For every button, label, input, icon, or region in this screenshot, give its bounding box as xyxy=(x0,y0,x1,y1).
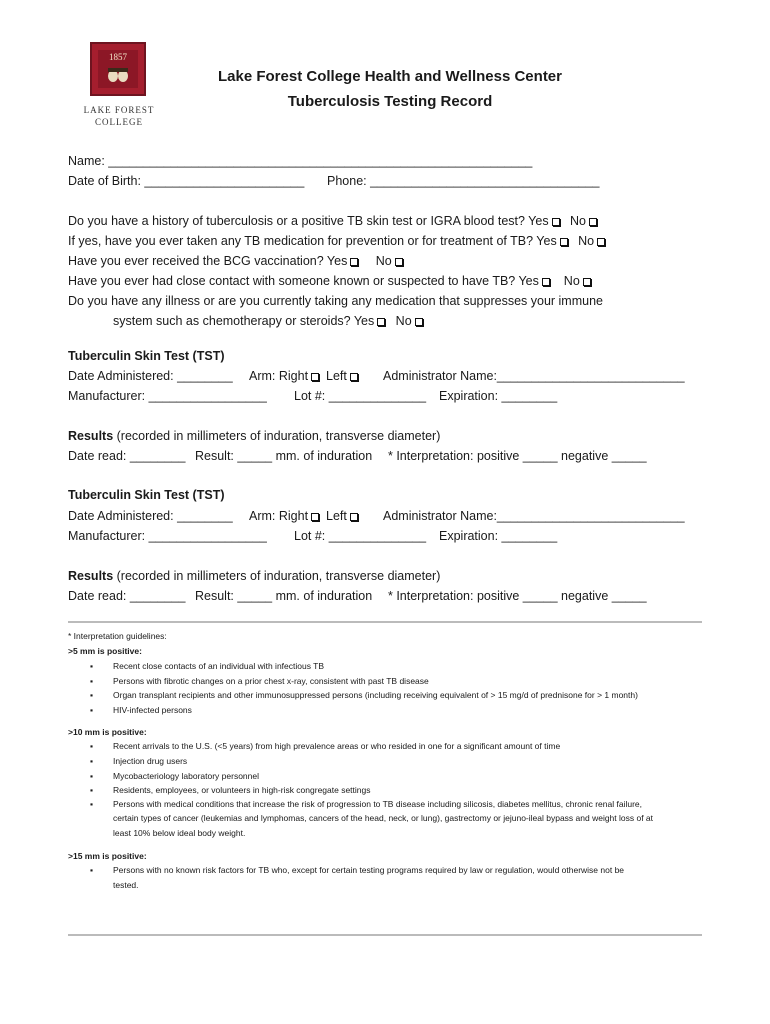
list-item: Organ transplant recipients and other immunosuppressed persons (including receiving equivalent of > 15 mg/d of prednisone for > 1 month) xyxy=(113,690,638,700)
no-label: No xyxy=(395,314,412,328)
list-item: Mycobacteriology laboratory personnel xyxy=(113,771,259,781)
arm-right-label: Arm: Right xyxy=(249,369,309,383)
yes-checkbox[interactable] xyxy=(377,318,385,326)
phone-field[interactable]: Phone: _________________________________ xyxy=(327,174,600,188)
no-label: No xyxy=(563,274,580,288)
no-label: No xyxy=(570,214,586,228)
logo-text-line1: LAKE FOREST xyxy=(83,105,155,115)
tst1-manufacturer[interactable]: Manufacturer: _________________ xyxy=(68,389,267,403)
list-item: Persons with fibrotic changes on a prior chest x-ray, consistent with past TB disease xyxy=(113,676,429,686)
tst1-result[interactable]: Result: _____ mm. of induration xyxy=(195,449,373,463)
no-label: No xyxy=(578,234,595,248)
question-text: system such as chemotherapy or steroids? Yes xyxy=(113,314,375,328)
bullet-icon: ▪ xyxy=(90,785,94,795)
tst1-date-administered[interactable]: Date Administered: ________ xyxy=(68,369,233,383)
yes-checkbox[interactable] xyxy=(552,218,560,226)
tst1-expiration[interactable]: Expiration: ________ xyxy=(439,389,558,403)
no-checkbox[interactable] xyxy=(589,218,597,226)
bullet-icon: ▪ xyxy=(90,705,94,715)
tst2-expiration[interactable]: Expiration: ________ xyxy=(439,529,558,543)
acorn-emblem-icon xyxy=(106,66,130,84)
tst2-lot[interactable]: Lot #: ______________ xyxy=(294,529,427,543)
no-label: No xyxy=(375,254,392,268)
yes-checkbox[interactable] xyxy=(560,238,568,246)
arm-right-checkbox[interactable] xyxy=(311,373,319,381)
bullet-icon: ▪ xyxy=(90,756,94,766)
arm-left-checkbox[interactable] xyxy=(350,373,358,381)
bullet-icon: ▪ xyxy=(90,741,94,751)
list-item: Residents, employees, or volunteers in high-risk congregate settings xyxy=(113,785,371,795)
bullet-icon: ▪ xyxy=(90,661,94,671)
yes-checkbox[interactable] xyxy=(542,278,550,286)
tst1-interpretation[interactable]: * Interpretation: positive _____ negative _____ xyxy=(388,449,647,463)
divider-bottom xyxy=(68,934,702,936)
question-text: Do you have a history of tuberculosis or a positive TB skin test or IGRA blood test? Yes xyxy=(68,214,549,228)
bullet-icon: ▪ xyxy=(90,799,94,809)
yes-checkbox[interactable] xyxy=(350,258,358,266)
tst2-date-read[interactable]: Date read: ________ xyxy=(68,589,186,603)
page-subtitle: Tuberculosis Testing Record xyxy=(287,93,493,110)
arm-left-label: Left xyxy=(326,369,347,383)
results-desc: (recorded in millimeters of induration, transverse diameter) xyxy=(113,569,441,583)
list-item: Persons with medical conditions that increase the risk of progression to TB disease including silicosis, diabetes mellitus, chronic renal failure, xyxy=(113,799,642,809)
tst1-date-read[interactable]: Date read: ________ xyxy=(68,449,186,463)
list-item: HIV-infected persons xyxy=(113,705,192,715)
logo-text-line2: COLLEGE xyxy=(95,117,143,127)
shield-icon xyxy=(90,42,146,96)
arm-left-label: Left xyxy=(326,509,347,523)
list-item: Recent arrivals to the U.S. (<5 years) from high prevalence areas or who resided in one for a significant amount of time xyxy=(113,741,561,751)
bullet-icon: ▪ xyxy=(90,690,94,700)
bullet-icon: ▪ xyxy=(90,865,94,875)
arm-right-label: Arm: Right xyxy=(249,509,309,523)
guidelines-title: * Interpretation guidelines: xyxy=(68,631,167,641)
results-desc: (recorded in millimeters of induration, transverse diameter) xyxy=(113,429,441,443)
divider-top xyxy=(68,621,702,623)
question-tb-medication xyxy=(68,234,605,248)
list-item: Injection drug users xyxy=(113,756,188,766)
college-logo xyxy=(80,42,160,130)
no-checkbox[interactable] xyxy=(583,278,591,286)
arm-left-checkbox[interactable] xyxy=(350,513,358,521)
list-item-cont: least 10% below ideal body weight. xyxy=(113,828,246,838)
no-checkbox[interactable] xyxy=(415,318,423,326)
tst2-results-heading xyxy=(68,569,440,583)
tst2-interpretation[interactable]: * Interpretation: positive _____ negative _____ xyxy=(388,589,647,603)
guideline-5mm-heading: >5 mm is positive: xyxy=(68,646,142,656)
no-checkbox[interactable] xyxy=(395,258,403,266)
guideline-15mm-heading: >15 mm is positive: xyxy=(68,851,147,861)
bullet-icon: ▪ xyxy=(90,676,94,686)
question-immune-cont xyxy=(113,314,423,328)
bullet-icon: ▪ xyxy=(90,771,94,781)
tst-heading-2: Tuberculin Skin Test (TST) xyxy=(68,488,225,502)
tst1-results-heading xyxy=(68,429,440,443)
tst1-arm xyxy=(249,369,358,383)
results-label: Results xyxy=(68,429,114,443)
tst2-manufacturer[interactable]: Manufacturer: _________________ xyxy=(68,529,267,543)
tst-heading-1: Tuberculin Skin Test (TST) xyxy=(68,349,225,363)
list-item-cont: tested. xyxy=(113,880,139,890)
guideline-10mm-heading: >10 mm is positive: xyxy=(68,727,147,737)
question-text: If yes, have you ever taken any TB medication for prevention or for treatment of TB? Yes xyxy=(68,234,557,248)
name-field[interactable]: Name: _____________________________________________________________ xyxy=(68,154,533,168)
results-label: Results xyxy=(68,569,114,583)
no-checkbox[interactable] xyxy=(597,238,605,246)
list-item: Recent close contacts of an individual with infectious TB xyxy=(113,661,325,671)
tst2-admin-name[interactable]: Administrator Name:___________________________ xyxy=(383,509,685,523)
logo-year: 1857 xyxy=(109,52,127,62)
list-item-cont: certain types of cancer (leukemias and lymphomas, cancers of the head, neck, or lung), gastrectomy or jejuno-ileal bypass and weight loss of at xyxy=(113,813,654,823)
question-immune: Do you have any illness or are you currently taking any medication that suppresses your immune xyxy=(68,294,603,308)
question-close-contact xyxy=(68,274,591,288)
logo-wordmark xyxy=(80,104,158,128)
arm-right-checkbox[interactable] xyxy=(311,513,319,521)
question-text: Have you ever had close contact with someone known or suspected to have TB? Yes xyxy=(68,274,539,288)
tst2-arm xyxy=(249,509,358,523)
page-title: Lake Forest College Health and Wellness Center xyxy=(218,68,562,85)
tst1-admin-name[interactable]: Administrator Name:___________________________ xyxy=(383,369,685,383)
question-tb-history xyxy=(68,214,597,228)
question-bcg xyxy=(68,254,403,268)
list-item: Persons with no known risk factors for TB who, except for certain testing programs required by law or regulation, would otherwise not be xyxy=(113,865,625,875)
tst2-date-administered[interactable]: Date Administered: ________ xyxy=(68,509,233,523)
tst1-lot[interactable]: Lot #: ______________ xyxy=(294,389,427,403)
dob-field[interactable]: Date of Birth: _______________________ xyxy=(68,174,305,188)
tst2-result[interactable]: Result: _____ mm. of induration xyxy=(195,589,373,603)
question-text: Have you ever received the BCG vaccination? Yes xyxy=(68,254,348,268)
